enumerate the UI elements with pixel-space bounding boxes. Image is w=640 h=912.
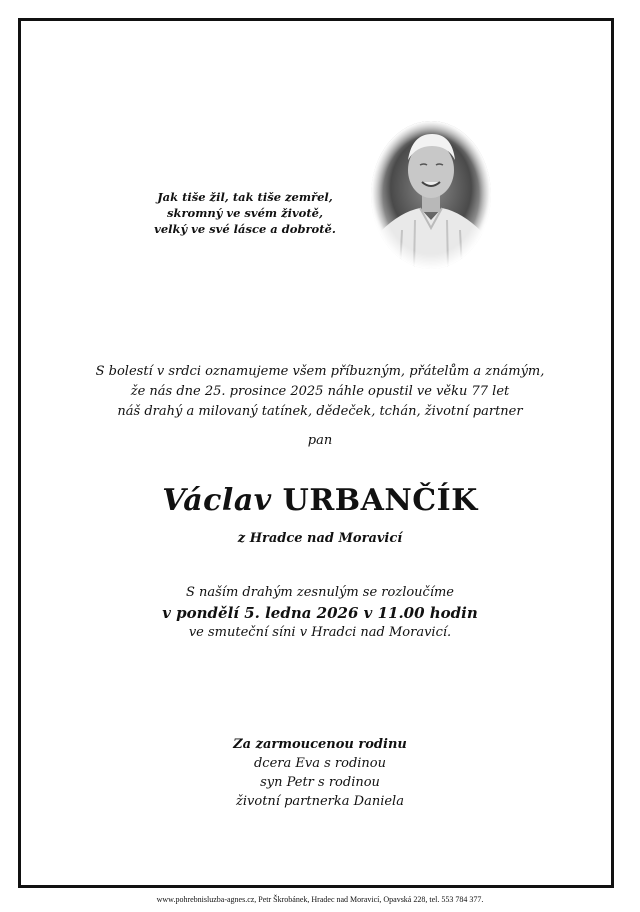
portrait-photo [370,120,492,270]
motto-line: Jak tiše žil, tak tiše zemřel, [157,190,333,204]
motto-verse [150,189,340,237]
deceased-name [40,483,600,518]
announcement-line: že nás dne 25. prosince 2025 náhle opustil ve věku 77 let [130,384,510,399]
title-word: pan [307,433,333,448]
family-member: syn Petr s rodinou [260,775,380,790]
farewell-intro: S naším drahým zesnulým se rozloučíme [185,585,455,600]
family-signature [40,735,600,811]
motto-line: velký ve své lásce a dobrotě. [154,222,336,236]
motto-line: skromný ve svém životě, [167,206,323,220]
family-heading: Za zarmoucenou rodinu [233,737,407,752]
farewell-date-time: v pondělí 5. ledna 2026 v 11.00 hodin [162,604,478,622]
death-announcement [40,362,600,422]
announcement-line: S bolestí v srdci oznamujeme všem příbuzným, přátelům a známým, [95,364,545,379]
origin-place: z Hradce nad Moravicí [237,531,403,546]
surname: URBANČÍK [282,483,478,518]
farewell-info [40,583,600,643]
family-member: dcera Eva s rodinou [253,756,386,771]
first-name: Václav [162,483,272,518]
funeral-service-footer: www.pohrebnisluzba-agnes.cz, Petr Škrobánek, Hradec nad Moravicí, Opavská 228, tel. 553 784 377. [156,895,484,904]
family-member: životní partnerka Daniela [236,794,404,809]
announcement-line: náš drahý a milovaný tatínek, dědeček, tchán, životní partner [117,404,523,419]
farewell-venue: ve smuteční síni v Hradci nad Moravicí. [188,625,452,640]
